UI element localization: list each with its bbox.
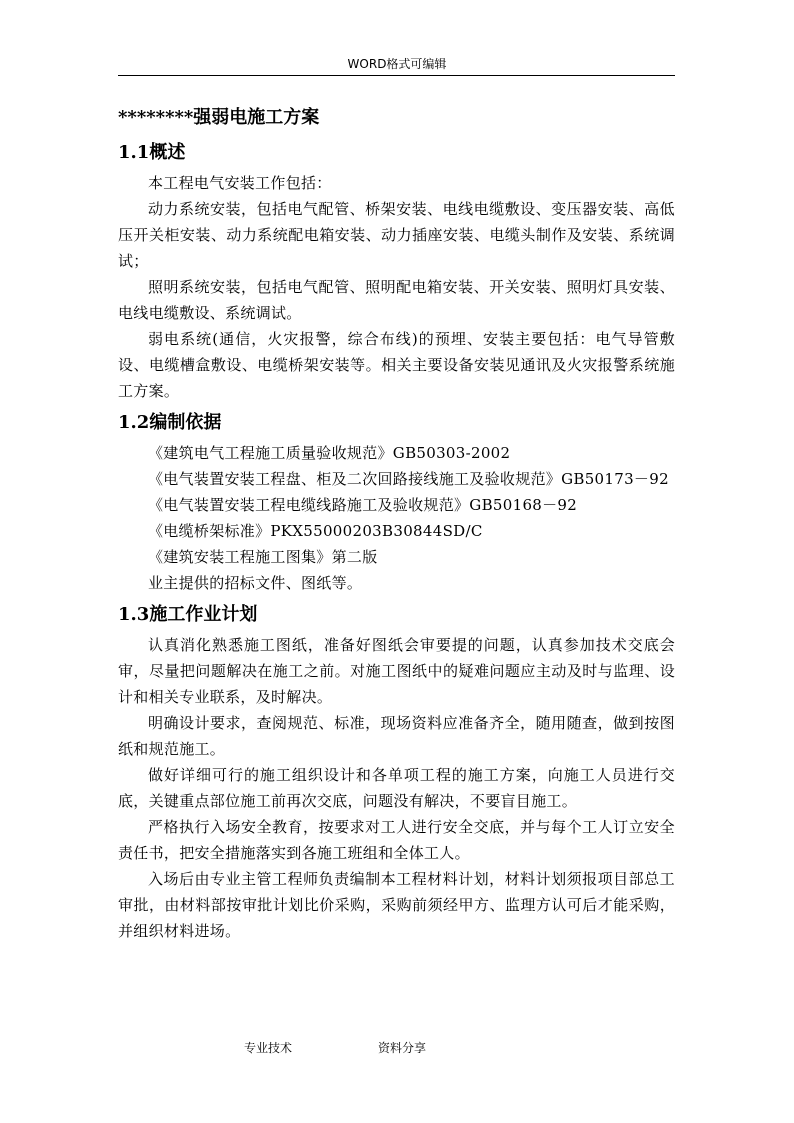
section-work-plan	[118, 602, 675, 944]
section-heading: 1.1概述	[118, 142, 186, 163]
reference-item: 《电缆桥架标准》PKX55000203B30844SD/C	[148, 522, 483, 540]
footer-left-text: 专业技术	[244, 1041, 293, 1055]
section-heading: 1.3施工作业计划	[118, 604, 258, 625]
paragraph: 认真消化熟悉施工图纸，准备好图纸会审要提的问题，认真参加技术交底会审，尽量把问题解决在施工之前。对施工图纸中的疑难问题应主动及时与监理、设计和相关专业联系，及时解决。	[118, 636, 675, 706]
paragraph: 本工程电气安装工作包括：	[148, 174, 332, 192]
reference-item: 业主提供的招标文件、图纸等。	[148, 574, 363, 592]
paragraph: 做好详细可行的施工组织设计和各单项工程的施工方案，向施工人员进行交底，关键重点部位施工前再次交底，问题没有解决，不要盲目施工。	[118, 766, 675, 810]
reference-item: 《建筑电气工程施工质量验收规范》GB50303-2002	[148, 444, 511, 462]
reference-item: 《电气装置安装工程电缆线路施工及验收规范》GB50168－92	[148, 496, 578, 514]
paragraph: 照明系统安装，包括电气配管、照明配电箱安装、开关安装、照明灯具安装、电线电缆敷设、系统调试。	[118, 278, 675, 322]
document-title: ********强弱电施工方案	[118, 107, 320, 128]
header-text: WORD格式可编辑	[347, 57, 447, 71]
document-body	[118, 104, 675, 944]
paragraph: 动力系统安装，包括电气配管、桥架安装、电线电缆敷设、变压器安装、高低压开关柜安装、动力系统配电箱安装、动力插座安装、电缆头制作及安装、系统调试；	[118, 200, 675, 270]
paragraph: 弱电系统(通信，火灾报警，综合布线)的预埋、安装主要包括：电气导管敷设、电缆槽盒敷设、电缆桥架安装等。相关主要设备安装见通讯及火灾报警系统施工方案。	[118, 330, 675, 400]
paragraph: 入场后由专业主管工程师负责编制本工程材料计划，材料计划须报项目部总工审批，由材料部按审批计划比价采购，采购前须经甲方、监理方认可后才能采购，并组织材料进场。	[118, 870, 675, 940]
section-heading: 1.2编制依据	[118, 412, 222, 433]
footer-right-text: 资料分享	[378, 1041, 427, 1055]
paragraph: 严格执行入场安全教育，按要求对工人进行安全交底，并与每个工人订立安全责任书，把安全措施落实到各施工班组和全体工人。	[118, 818, 675, 862]
reference-item: 《电气装置安装工程盘、柜及二次回路接线施工及验收规范》GB50173－92	[148, 470, 669, 488]
section-overview	[118, 140, 675, 404]
section-basis	[118, 410, 675, 596]
reference-item: 《建筑安装工程施工图集》第二版	[148, 548, 378, 566]
paragraph: 明确设计要求，查阅规范、标准，现场资料应准备齐全，随用随查，做到按图纸和规范施工。	[118, 714, 675, 758]
header-rule	[118, 75, 675, 76]
